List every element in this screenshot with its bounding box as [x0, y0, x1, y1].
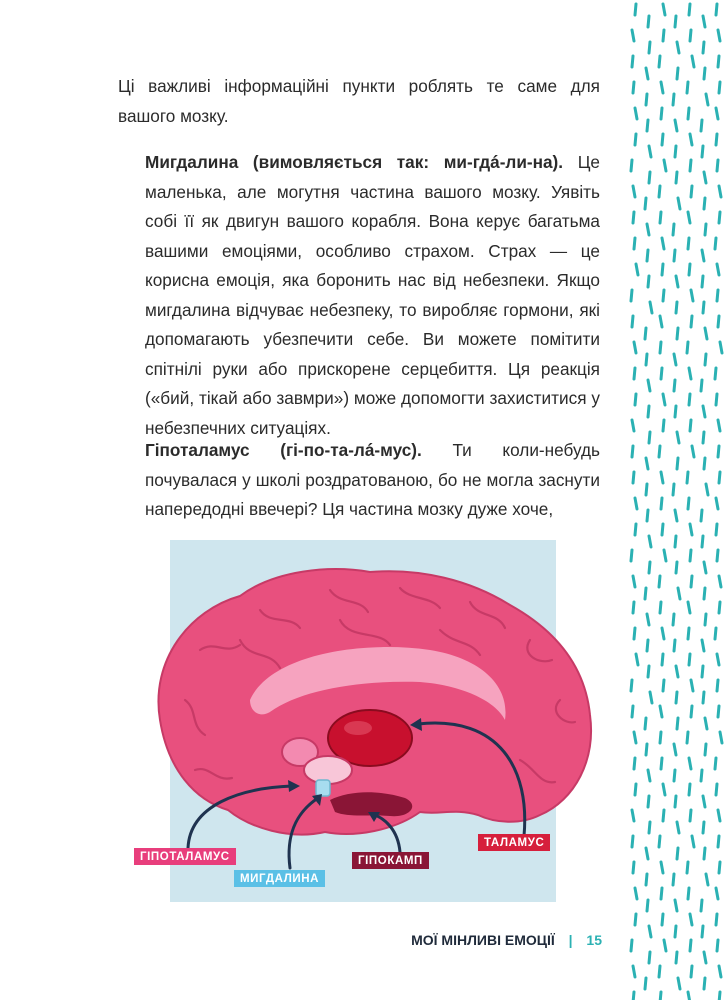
page-number: 15 — [586, 932, 602, 948]
footer-title: МОЇ МІНЛИВІ ЕМОЦІЇ — [411, 932, 555, 948]
amygdala-text: Це маленька, але могутня частина вашого мозку. Уявіть собі її як двигун вашого корабля. Вона керує багатьма вашими емоціями, особливо страхом. Страх — це корисна емоція, яка боронить нас від небезпеки. Якщо мигдалина відчуває небезпеку, то виробляє гормони, які допомагають убезпечити себе. Ви можете помітити спітнілі руки або прискорене серцебиття. Ця реакція («бий, тікай або завмри») може допомогти захиститися у небезпечних ситуаціях. — [145, 152, 600, 438]
hypothalamus-term: Гіпоталамус (гі-по-та-лá-мус). — [145, 440, 422, 460]
label-thalamus: ТАЛАМУС — [478, 834, 550, 851]
label-hippocampus: ГІПОКАМП — [352, 852, 429, 869]
footer-separator: | — [568, 932, 573, 948]
amygdala-term: Мигдалина (вимовляється так: ми-гдá-ли-на). — [145, 152, 564, 172]
label-hypothalamus: ГІПОТАЛАМУС — [134, 848, 236, 865]
page-footer — [411, 932, 602, 948]
intro-text: Ці важливі інформаційні пункти роблять те саме для вашого мозку. — [118, 76, 600, 126]
label-amygdala: МИГДАЛИНА — [234, 870, 325, 887]
hypothalamus-text: Ти коли-небудь почувалася у школі роздратованою, бо не могла заснути напередодні ввечері? Ця частина мозку дуже хоче, — [145, 440, 600, 519]
